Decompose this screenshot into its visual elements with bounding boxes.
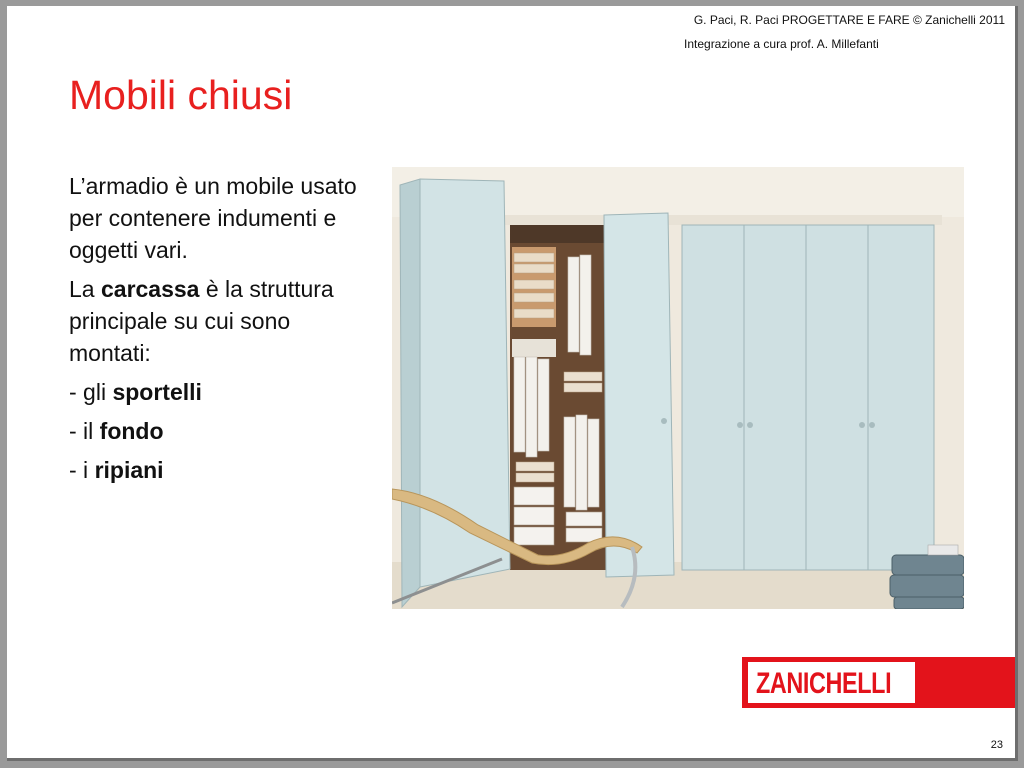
- term-fondo: fondo: [99, 418, 164, 444]
- header-integration: Integrazione a cura prof. A. Millefanti: [684, 37, 879, 51]
- wardrobe-photo: [392, 167, 964, 609]
- slide: [7, 6, 1018, 761]
- wardrobe-illustration: [392, 167, 964, 609]
- term-carcassa: carcassa: [100, 276, 200, 302]
- list-item-sportelli: - gli sportelli: [69, 379, 202, 405]
- page-number: 23: [990, 739, 1003, 751]
- list-item-fondo: - il fondo: [69, 418, 164, 444]
- logo-text: ZANICHELLI: [756, 667, 892, 700]
- paragraph-definition: L’armadio è un mobile usato per contenere indumenti e oggetti vari.: [69, 173, 357, 263]
- slide-title: Mobili chiusi: [69, 72, 293, 118]
- slide-body: [69, 170, 369, 493]
- term-sportelli: sportelli: [112, 379, 202, 405]
- paragraph-carcassa: La carcassa è la struttura principale su cui sono montati:: [69, 276, 334, 366]
- zanichelli-logo: [742, 657, 1016, 708]
- list-item-ripiani: - i ripiani: [69, 457, 164, 483]
- term-ripiani: ripiani: [94, 457, 164, 483]
- header-credit: G. Paci, R. Paci PROGETTARE E FARE © Zanichelli 2011: [693, 13, 1005, 27]
